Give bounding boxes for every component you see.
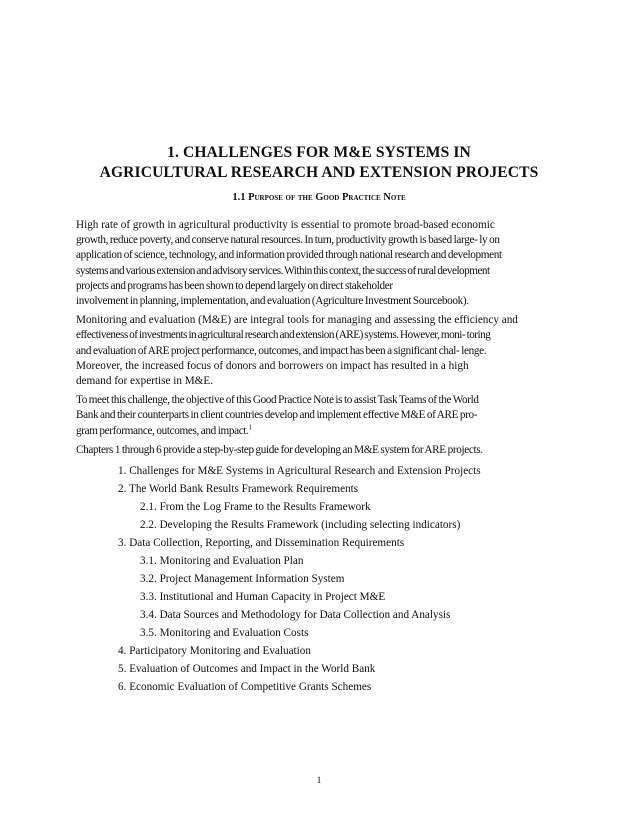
text-line: projects and programs has been shown to depend largely on direct stakeholder (76, 279, 393, 292)
text-line: To meet this challenge, the objective of this Good Practice Note is to assist Task Teams of the World (76, 394, 479, 407)
chapter-list-subitem: 2.1. From the Log Frame to the Results Framework (140, 501, 371, 514)
text-line: involvement in planning, implementation, and evaluation (Agriculture Investment Sourcebook). (76, 295, 469, 308)
chapter-list-subitem: 2.2. Developing the Results Framework (including selecting indicators) (140, 519, 461, 532)
text-line: Chapters 1 through 6 provide a step-by-step guide for developing an M&E system for ARE projects. (76, 443, 483, 456)
text-line: Moreover, the increased focus of donors and borrowers on impact has resulted in a high (76, 359, 469, 372)
chapter-list-item: 1. Challenges for M&E Systems in Agricultural Research and Extension Projects (118, 465, 481, 478)
text-line: demand for expertise in M&E. (76, 375, 214, 388)
text-line: High rate of growth in agricultural productivity is essential to promote broad-based economic (76, 219, 495, 231)
chapter-title (60, 143, 578, 183)
paragraph-objective (76, 393, 570, 439)
text-line: Bank and their counterparts in client countries develop and implement effective M&E of ARE pro- (76, 409, 478, 422)
text-line: systems and various extension and advisory services. Within this context, the success of rural development (76, 264, 490, 277)
text-line: application of science, technology, and information provided through national research and development (76, 249, 502, 262)
body-text (76, 218, 570, 696)
text-line: and evaluation of ARE project performance, outcomes, and impact has been a significant chal- lenge. (76, 344, 487, 357)
text-line: effectiveness of investments in agricultural research and extension (ARE) systems. However, moni- toring (76, 329, 491, 342)
text-line: Monitoring and evaluation (M&E) are integral tools for managing and assessing the efficiency and (76, 314, 518, 327)
text-line (76, 424, 570, 439)
chapter-list-item: 2. The World Bank Results Framework Requirements (118, 483, 359, 496)
chapter-list-subitem: 3.2. Project Management Information System (140, 573, 345, 586)
chapter-list (76, 462, 570, 696)
text-fragment: gram performance, outcomes, and impact. (76, 424, 249, 437)
page-number: 1 (316, 776, 322, 786)
chapter-list-item: 6. Economic Evaluation of Competitive Grants Schemes (118, 681, 372, 694)
chapter-title-line-2: AGRICULTURAL RESEARCH AND EXTENSION PROJECTS (99, 164, 539, 181)
chapter-list-subitem: 3.3. Institutional and Human Capacity in Project M&E (140, 591, 386, 604)
chapter-list-item: 5. Evaluation of Outcomes and Impact in the World Bank (118, 663, 376, 676)
footnote-marker[interactable]: 1 (248, 422, 252, 431)
chapter-title-line-1: 1. CHALLENGES FOR M&E SYSTEMS IN (167, 144, 471, 161)
chapter-list-item: 3. Data Collection, Reporting, and Dissemination Requirements (118, 537, 405, 550)
chapter-list-subitem: 3.4. Data Sources and Methodology for Data Collection and Analysis (140, 609, 451, 622)
paragraph-monitoring (76, 313, 570, 389)
paragraph-purpose (76, 218, 570, 309)
section-title: 1.1 Purpose of the Good Practice Note (232, 192, 406, 203)
chapter-list-subitem: 3.5. Monitoring and Evaluation Costs (140, 627, 309, 640)
chapter-list-item: 4. Participatory Monitoring and Evaluation (118, 645, 311, 658)
text-line: growth, reduce poverty, and conserve natural resources. In turn, productivity growth is based large- ly on (76, 234, 500, 247)
chapter-list-subitem: 3.1. Monitoring and Evaluation Plan (140, 555, 304, 568)
paragraph-chapters-intro (76, 443, 570, 458)
